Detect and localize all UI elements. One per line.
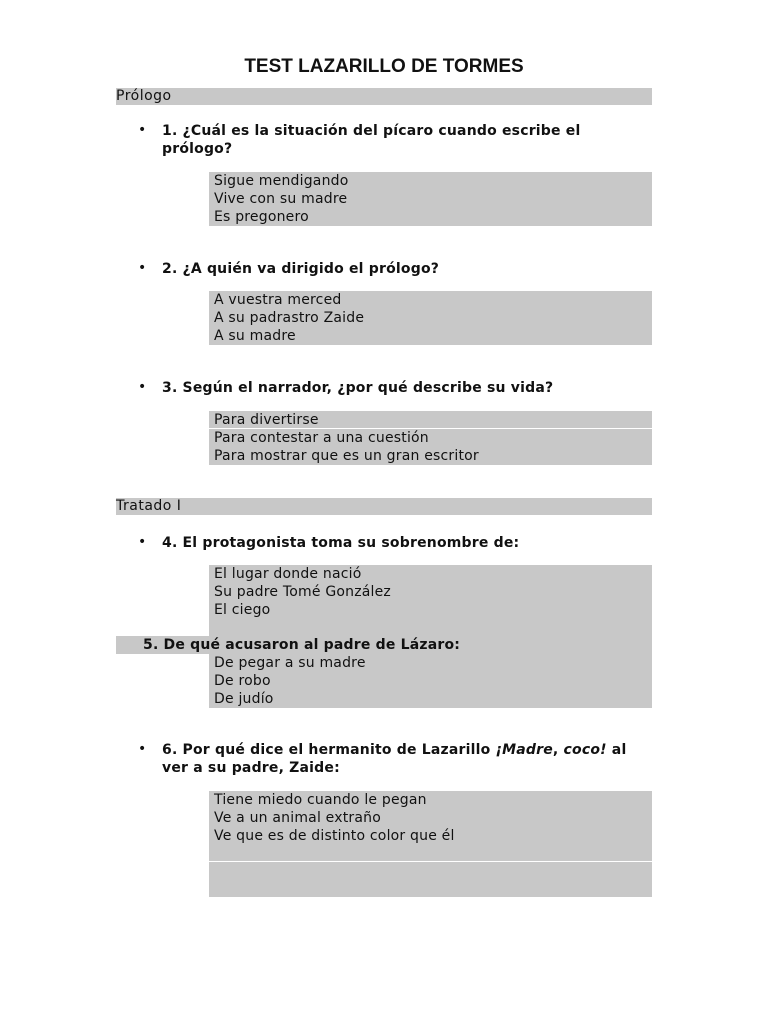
option[interactable]: Es pregonero — [214, 209, 309, 225]
section-bar-prologo — [116, 88, 652, 105]
answer-box-2[interactable] — [209, 291, 652, 345]
option[interactable]: De judío — [214, 691, 274, 707]
question-2: 2. ¿A quién va dirigido el prólogo? — [162, 261, 440, 277]
document-title: TEST LAZARILLO DE TORMES — [244, 56, 524, 77]
option[interactable]: Para mostrar que es un gran escritor — [214, 448, 479, 464]
bullet: • — [138, 741, 147, 757]
question-6-comma: , — [552, 742, 564, 758]
section-label-tratado-1: Tratado I — [116, 498, 182, 514]
section-label-prologo: Prólogo — [116, 88, 172, 104]
divider — [209, 861, 652, 862]
option[interactable]: Su padre Tomé González — [214, 584, 391, 600]
question-6-italic: coco! — [563, 742, 607, 758]
question-6-text-end: al ver a su padre, Zaide: — [162, 742, 627, 776]
answer-box-1[interactable] — [209, 172, 652, 226]
bullet: • — [138, 534, 147, 550]
option[interactable]: Ve a un animal extraño — [214, 810, 381, 826]
option[interactable]: A su madre — [214, 328, 296, 344]
bullet: • — [138, 122, 147, 138]
option[interactable]: El lugar donde nació — [214, 566, 362, 582]
option[interactable]: El ciego — [214, 602, 271, 618]
option[interactable]: A su padrastro Zaide — [214, 310, 365, 326]
option[interactable]: Ve que es de distinto color que él — [214, 828, 455, 844]
answer-box-3[interactable] — [209, 411, 652, 465]
question-1: 1. ¿Cuál es la situación del pícaro cuando escribe el prólogo? — [162, 123, 581, 157]
bullet: • — [138, 260, 147, 276]
section-bar-tratado-1 — [116, 498, 652, 515]
option[interactable]: Para divertirse — [214, 412, 319, 428]
question-5: 5. De qué acusaron al padre de Lázaro: — [143, 637, 461, 653]
option[interactable]: A vuestra merced — [214, 292, 342, 308]
divider — [209, 428, 652, 429]
question-3: 3. Según el narrador, ¿por qué describe su vida? — [162, 380, 554, 396]
question-6 — [162, 741, 652, 777]
answer-box-6[interactable] — [209, 791, 652, 897]
question-6-italic: ¡Madre — [495, 742, 553, 758]
option[interactable]: Vive con su madre — [214, 191, 348, 207]
question-4: 4. El protagonista toma su sobrenombre de: — [162, 535, 520, 551]
option[interactable]: De pegar a su madre — [214, 655, 366, 671]
option[interactable]: De robo — [214, 673, 271, 689]
question-6-text: 6. Por qué dice el hermanito de Lazarillo — [162, 742, 496, 758]
bullet: • — [138, 379, 147, 395]
option[interactable]: Tiene miedo cuando le pegan — [214, 792, 427, 808]
option[interactable]: Para contestar a una cuestión — [214, 430, 429, 446]
option[interactable]: Sigue mendigando — [214, 173, 349, 189]
